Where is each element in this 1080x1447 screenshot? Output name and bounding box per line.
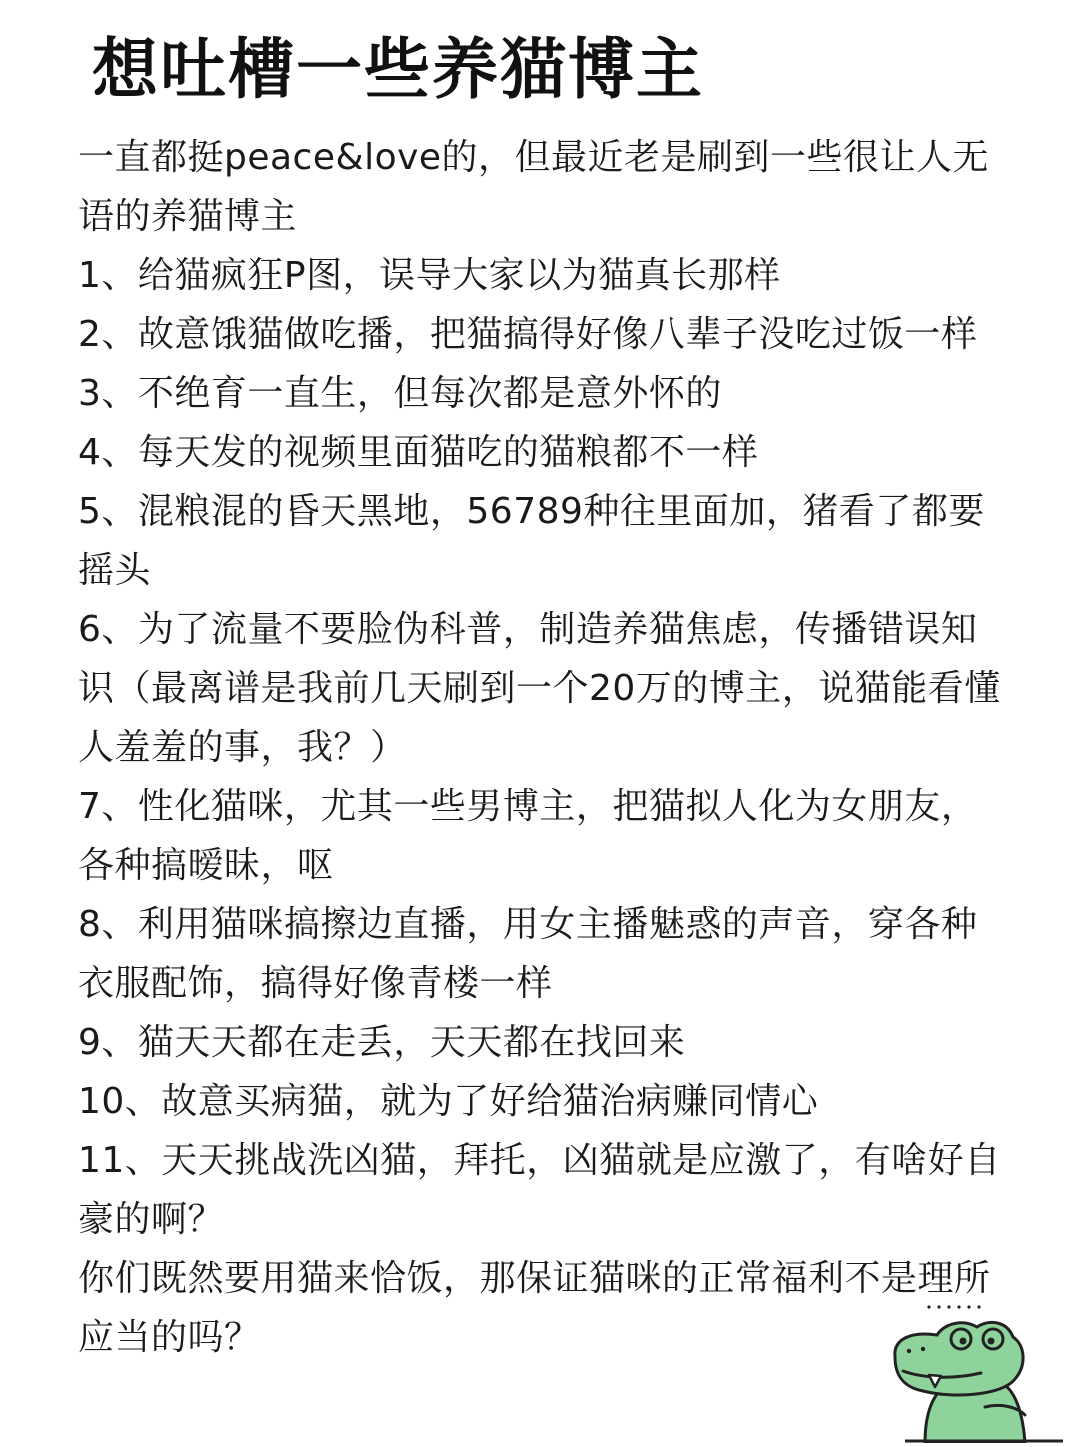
green-crocodile-icon — [885, 1295, 1065, 1443]
list-item: 8、利用猫咪搞擦边直播，用女主播魅惑的声音，穿各种衣服配饰，搞得好像青楼一样 — [78, 904, 978, 1004]
crocodile-sticker — [885, 1295, 1065, 1443]
post-title: 想吐槽一些养猫博主 — [92, 31, 704, 108]
post-body — [78, 128, 1008, 1367]
list-item: 6、为了流量不要脸伪科普，制造养猫焦虑，传播错误知识（最离谱是我前几天刷到一个20万的博主，说猫能看懂人羞羞的事，我？） — [78, 609, 1001, 768]
list-item: 7、性化猫咪，尤其一些男博主，把猫拟人化为女朋友，各种搞暧昧，呕 — [78, 786, 978, 886]
intro-paragraph: 一直都挺peace&love的，但最近老是刷到一些很让人无语的养猫博主 — [78, 137, 990, 237]
list-item: 1、给猫疯狂P图，误导大家以为猫真长那样 — [78, 255, 781, 296]
list-item: 10、故意买病猫，就为了好给猫治病赚同情心 — [78, 1081, 819, 1122]
list-item: 9、猫天天都在走丢，天天都在找回来 — [78, 1022, 686, 1063]
list-item: 4、每天发的视频里面猫吃的猫粮都不一样 — [78, 432, 759, 473]
list-item: 11、天天挑战洗凶猫，拜托，凶猫就是应激了，有啥好自豪的啊？ — [78, 1140, 1001, 1240]
list-item: 2、故意饿猫做吃播，把猫搞得好像八辈子没吃过饭一样 — [78, 314, 978, 355]
closing-paragraph: 你们既然要用猫来恰饭，那保证猫咪的正常福利不是理所应当的吗？ — [78, 1258, 991, 1358]
list-item: 3、不绝育一直生，但每次都是意外怀的 — [78, 373, 722, 414]
list-item: 5、混粮混的昏天黑地，56789种往里面加，猪看了都要摇头 — [78, 491, 985, 591]
